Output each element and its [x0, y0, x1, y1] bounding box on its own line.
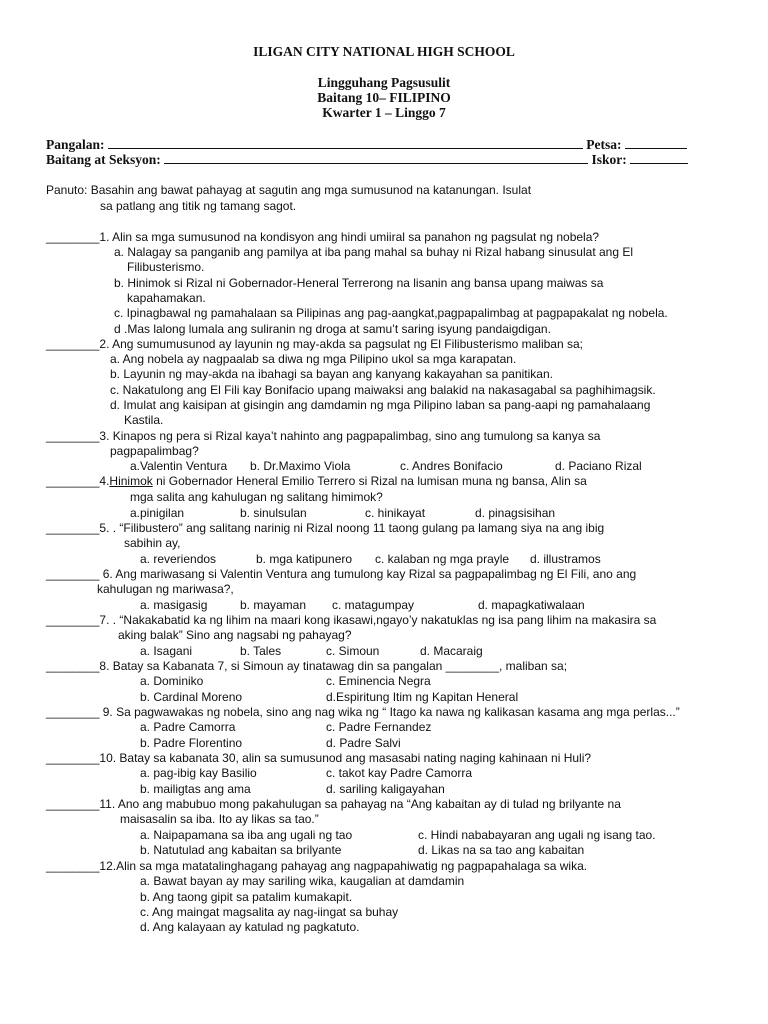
q6-option-a: a. masigasig — [140, 598, 208, 612]
q6-option-b: b. mayaman — [240, 598, 307, 612]
question-1: ________1. Alin sa mga sumusunod na kondisyon ang hindi umiiral sa panahon ng pagsulat ng nobela? — [46, 230, 600, 244]
q11-option-d: d. Likas na sa tao ang kabaitan — [418, 843, 585, 857]
q1-option-d: d .Mas lalong lumala ang suliranin ng droga at samu’t saring isyung pandaigdigan. — [114, 322, 551, 336]
name-label: Pangalan: — [46, 137, 105, 152]
q10-option-a: a. pag-ibig kay Basilio — [140, 766, 257, 780]
q2-option-b: b. Layunin ng may-akda na ibahagi sa bayan ang kanyang kakayahan sa panitikan. — [110, 367, 553, 381]
question-2: ________2. Ang sumumusunod ay layunin ng may-akda sa pagsulat ng El Filibusterismo maliban sa; — [46, 337, 583, 351]
q12-option-b: b. Ang taong gipit sa patalim kumakapit. — [140, 890, 353, 904]
q12-option-c: c. Ang maingat magsalita ay nag-iingat sa buhay — [140, 905, 399, 919]
q2-option-a: a. Ang nobela ay nagpaalab sa diwa ng mga Pilipino ukol sa mga karapatan. — [110, 352, 517, 366]
question-12: ________12.Alin sa mga matatalinghagang pahayag ang nagpapahiwatig ng pagpapahalaga sa wika. — [46, 859, 588, 873]
q12-option-d: d. Ang kalayaan ay katulad ng pagkatuto. — [140, 920, 360, 934]
question-11: ________11. Ano ang mabubuo mong pakahulugan sa pahayag na “Ang kabaitan ay di tulad ng brilyante na — [46, 797, 621, 811]
answer-blank[interactable]: ________ — [46, 859, 100, 873]
underlined-word: Hinimok — [109, 474, 153, 488]
instructions-line-1: Panuto: Basahin ang bawat pahayag at sagutin ang mga sumusunod na katanungan. Isulat — [46, 183, 532, 197]
answer-blank[interactable]: ________ — [46, 751, 100, 765]
answer-blank[interactable]: ________ — [46, 337, 100, 351]
answer-blank[interactable]: ________ — [46, 659, 100, 673]
section-label: Baitang at Seksyon: — [46, 152, 161, 167]
q6-option-d: d. mapagkatiwalaan — [478, 598, 585, 612]
q2-option-c: c. Nakatulong ang El Fili kay Bonifacio upang maiwaksi ang balakid na nakasagabal sa paghihimagsik. — [110, 383, 656, 397]
question-8: ________8. Batay sa Kabanata 7, si Simoun ay tinatawag din sa pangalan ________, maliban sa; — [46, 659, 568, 673]
q1-option-c: c. Ipinagbawal ng pamahalaan sa Pilipinas ang pag-aangkat,pagpapalimbag at pagpapakalat ng nobela. — [114, 306, 668, 320]
q7-option-c: c. Simoun — [326, 644, 380, 658]
q9-option-c: c. Padre Fernandez — [326, 720, 432, 734]
score-label: Iskor: — [591, 152, 627, 167]
q9-option-b: b. Padre Florentino — [140, 736, 243, 750]
section-field-row — [46, 152, 688, 167]
q12-option-a: a. Bawat bayan ay may sariling wika, kaugalian at damdamin — [140, 874, 465, 888]
answer-blank[interactable]: ________ — [46, 429, 100, 443]
q8-option-b: b. Cardinal Moreno — [140, 690, 243, 704]
date-label: Petsa: — [586, 137, 622, 152]
q2-option-d: d. Imulat ang kaisipan at gisingin ang damdamin ng mga Pilipino laban sa pang-aapi ng pamahalaang — [110, 398, 651, 412]
school-name: ILIGAN CITY NATIONAL HIGH SCHOOL — [253, 44, 515, 59]
question-6: ________ 6. Ang mariwasang si Valentin Ventura ang tumulong kay Rizal sa pagpapalimbag ng El Fili, ano ang — [46, 567, 637, 581]
q11-option-a: a. Naipapamana sa iba ang ugali ng tao — [140, 828, 353, 842]
q2-option-d-cont: Kastila. — [124, 413, 164, 427]
q6-text-cont: kahulugan ng mariwasa?, — [97, 582, 234, 596]
q5-text-cont: sabihin ay, — [124, 536, 181, 550]
q4-option-c: c. hinikayat — [365, 506, 426, 520]
q3-option-c: c. Andres Bonifacio — [400, 459, 503, 473]
answer-blank[interactable]: ________ — [46, 474, 100, 488]
q9-option-d: d. Padre Salvi — [326, 736, 401, 750]
q3-option-d: d. Paciano Rizal — [555, 459, 642, 473]
question-3: ________3. Kinapos ng pera si Rizal kaya’t nahinto ang pagpapalimbag, sino ang tumulong sa kanya sa — [46, 429, 601, 443]
q11-text-cont: maisasalin sa iba. Ito ay likas sa tao.” — [120, 812, 319, 826]
q7-option-b: b. Tales — [240, 644, 282, 658]
score-blank[interactable] — [630, 152, 688, 164]
q3-option-b: b. Dr.Maximo Viola — [250, 459, 351, 473]
exam-title: Lingguhang Pagsusulit — [317, 75, 451, 90]
q6-option-c: c. matagumpay — [332, 598, 415, 612]
q3-text-cont: pagpapalimbag? — [110, 444, 199, 458]
q5-option-c: c. kalaban ng mga prayle — [375, 552, 510, 566]
grade-subject: Baitang 10– FILIPINO — [317, 90, 451, 105]
q8-option-c: c. Eminencia Negra — [326, 674, 431, 688]
quarter-week: Kwarter 1 – Linggo 7 — [322, 105, 446, 120]
q9-option-a: a. Padre Camorra — [140, 720, 236, 734]
answer-blank[interactable]: ________ — [46, 705, 100, 719]
q10-option-b: b. mailigtas ang ama — [140, 782, 251, 796]
answer-blank[interactable]: ________ — [46, 613, 100, 627]
question-7: ________7. . “Nakakabatid ka ng lihim na maari kong ikasawi,ngayo’y nakatuklas ng isa pang lihim na makasira sa — [46, 613, 657, 627]
q7-option-a: a. Isagani — [140, 644, 193, 658]
q7-option-d: d. Macaraig — [420, 644, 483, 658]
question-9: ________ 9. Sa pagwawakas ng nobela, sino ang nag wika ng “ Itago ka nawa ng kalikasan kasama ang mga perlas...” — [46, 705, 680, 719]
instructions-line-2: sa patlang ang titik ng tamang sagot. — [100, 199, 297, 213]
q11-option-b: b. Natutulad ang kabaitan sa brilyante — [140, 843, 342, 857]
question-5: ________5. . “Filibustero” ang salitang narinig ni Rizal noong 11 taong gulang pa lamang siya na ang ibig — [46, 521, 605, 535]
q5-option-a: a. reveriendos — [140, 552, 217, 566]
name-field-row — [46, 137, 687, 152]
q1-option-a: a. Nalagay sa panganib ang pamilya at iba pang mahal sa buhay ni Rizal habang sinusulat ang El — [114, 245, 634, 259]
q4-option-a: a.pinigilan — [130, 506, 185, 520]
q8-option-d: d.Espiritung Itim ng Kapitan Heneral — [326, 690, 519, 704]
name-blank[interactable] — [108, 137, 583, 149]
answer-blank[interactable]: ________ — [46, 521, 100, 535]
q1-option-b: b. Hinimok si Rizal ni Gobernador-Heneral Terrerong na lisanin ang bansa upang maiwas sa — [114, 276, 604, 290]
q10-option-d: d. sariling kaligayahan — [326, 782, 445, 796]
question-10: ________10. Batay sa kabanata 30, alin sa sumusunod ang masasabi nating naging kahinaan ni Huli? — [46, 751, 592, 765]
answer-blank[interactable]: ________ — [46, 230, 100, 244]
q1-option-a-cont: Filibusterismo. — [127, 260, 205, 274]
q5-option-d: d. illustramos — [530, 552, 601, 566]
q4-option-d: d. pinagsisihan — [475, 506, 556, 520]
date-blank[interactable] — [625, 137, 687, 149]
q5-option-b: b. mga katipunero — [256, 552, 353, 566]
q4-option-b: b. sinulsulan — [240, 506, 307, 520]
q1-option-b-cont: kapahamakan. — [127, 291, 206, 305]
q3-option-a: a.Valentin Ventura — [130, 459, 228, 473]
q11-option-c: c. Hindi nababayaran ang ugali ng isang tao. — [418, 828, 656, 842]
q10-option-c: c. takot kay Padre Camorra — [326, 766, 473, 780]
section-blank[interactable] — [164, 152, 588, 164]
q4-text-cont: mga salita ang kahulugan ng salitang himimok? — [130, 490, 383, 504]
q7-text-cont: aking balak” Sino ang nagsabi ng pahayag? — [118, 628, 352, 642]
q8-option-a: a. Dominiko — [140, 674, 204, 688]
answer-blank[interactable]: ________ — [46, 797, 100, 811]
question-4: ________4.Hinimok ni Gobernador Heneral Emilio Terrero si Rizal na lumisan muna ng bansa, Alin sa — [46, 474, 587, 488]
answer-blank[interactable]: ________ — [46, 567, 100, 581]
